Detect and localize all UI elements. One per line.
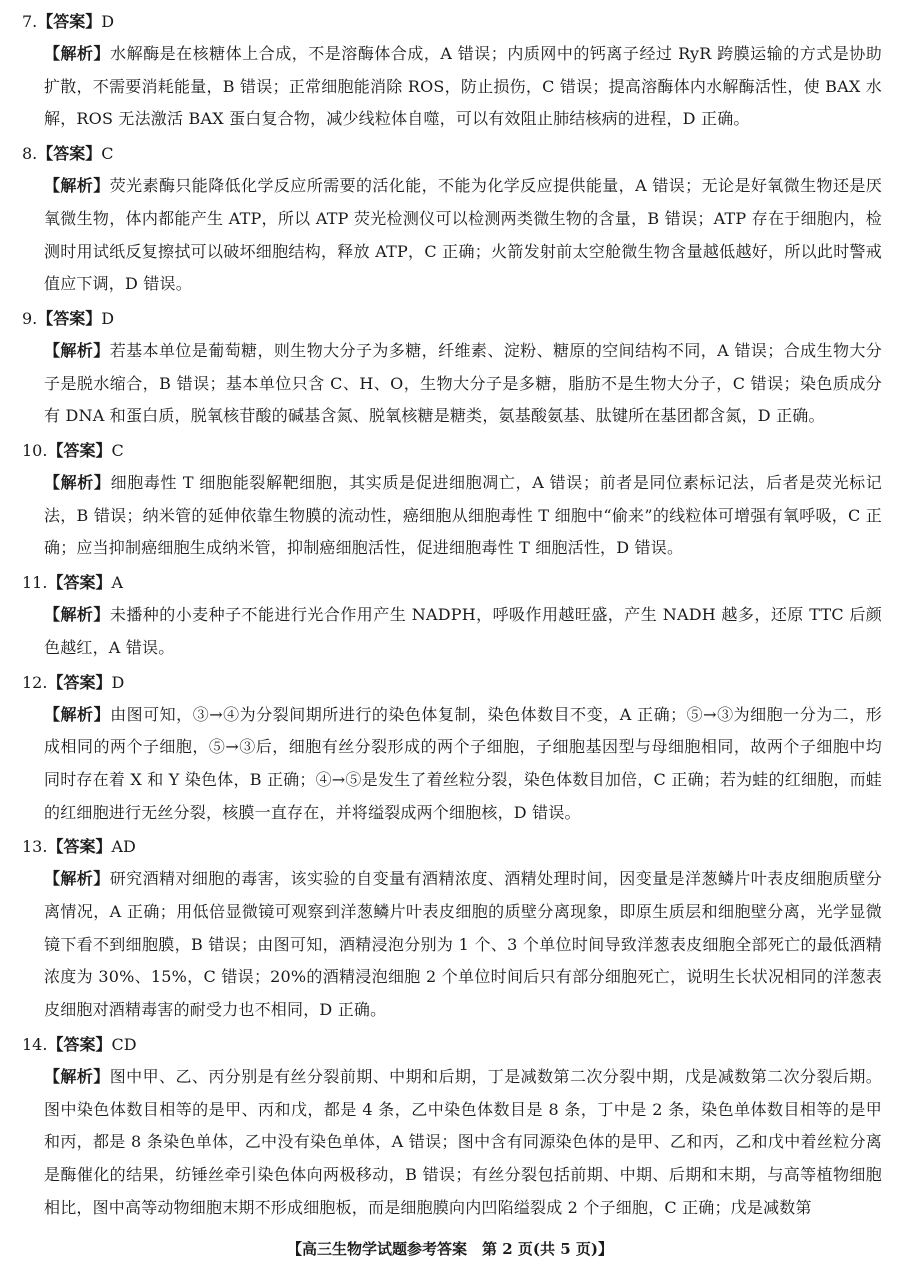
answer-value: D: [101, 12, 115, 31]
answer-label: 【答案】: [47, 837, 112, 857]
answer-line: [22, 437, 882, 465]
page-footer: 【高三生物学试题参考答案 第 2 页(共 5 页)】: [287, 1240, 613, 1258]
answer-value: A: [111, 573, 124, 593]
answer-label: 【答案】: [37, 308, 102, 328]
analysis-text: 研究酒精对细胞的毒害，该实验的自变量有酒精浓度、酒精处理时间，因变量是洋葱鳞片叶表皮细胞质壁分离情况，A 正确；用低倍显微镜可观察到洋葱鳞片叶表皮细胞的质壁分离现象，即原生质层和细胞壁分离，光学显微镜下看不到细胞膜，B 错误；由图可知，酒精浸泡分别为 1 个、3 个单位时间导致洋葱表皮细胞全部死亡的最低酒精浓度为 30%、15%，C 错误；20%的酒精浸泡细胞 2 个单位时间后只有部分细胞死亡，说明生长状况相同的洋葱表皮细胞对酒精毒害的耐受力也不相同，D 正确。: [44, 869, 882, 1020]
answer-label: 【答案】: [47, 1034, 112, 1054]
answer-value: C: [111, 441, 124, 461]
analysis-paragraph: [22, 170, 882, 301]
answer-line: [22, 569, 882, 597]
analysis-paragraph: [22, 38, 882, 136]
answer-line: [22, 1031, 882, 1059]
analysis-text: 未播种的小麦种子不能进行光合作用产生 NADPH，呼吸作用越旺盛，产生 NADH 越多，还原 TTC 后颜色越红，A 错误。: [44, 605, 882, 657]
question-number: 14.: [22, 1034, 48, 1054]
question-number: 11.: [22, 573, 48, 593]
question-number: 7.: [22, 12, 38, 31]
question-block: [22, 569, 882, 664]
answer-line: [22, 669, 882, 697]
question-number: 10.: [22, 441, 48, 461]
question-block: [22, 8, 882, 136]
analysis-text: 图中甲、乙、丙分别是有丝分裂前期、中期和后期，丁是减数第二次分裂中期，戊是减数第二次分裂后期。图中染色体数目相等的是甲、丙和戊，都是 4 条，乙中染色体数目是 8 条，丁中是 2 条，染色单体数目相等的是甲和丙，都是 8 条染色单体，乙中没有染色单体，A 错误；图中含有同源染色体的是甲、乙和丙，乙和戊中着丝粒分离是酶催化的结果，纺锤丝牵引染色体向两极移动，B 错误；有丝分裂包括前期、中期、后期和末期，与高等植物细胞相比，图中高等动物细胞末期不形成细胞板，而是细胞膜向内凹陷缢裂成 2 个子细胞，C 正确；戊是减数第: [44, 1066, 882, 1217]
question-block: [22, 669, 882, 830]
question-number: 9.: [22, 308, 38, 328]
answer-label: 【答案】: [47, 672, 112, 692]
answer-line: [22, 833, 882, 861]
answer-value: D: [101, 308, 115, 328]
analysis-paragraph: [22, 699, 882, 830]
question-number: 13.: [22, 837, 48, 857]
analysis-paragraph: [22, 467, 882, 565]
analysis-label: 【解析】: [44, 44, 111, 63]
analysis-label: 【解析】: [44, 176, 110, 196]
analysis-label: 【解析】: [44, 1066, 110, 1086]
answer-line: [22, 140, 882, 168]
question-number: 8.: [22, 144, 38, 164]
analysis-label: 【解析】: [44, 340, 110, 360]
question-block: [22, 437, 882, 565]
answer-line: [22, 8, 882, 36]
answer-value: D: [111, 672, 125, 692]
answer-label: 【答案】: [37, 12, 102, 31]
analysis-text: 水解酶是在核糖体上合成，不是溶酶体合成，A 错误；内质网中的钙离子经过 RyR 跨膜运输的方式是协助扩散，不需要消耗能量，B 错误；正常细胞能消除 ROS，防止损伤，C 错误；提高溶酶体内水解酶活性，使 BAX 水解，ROS 无法激活 BAX 蛋白复合物，减少线粒体自噬，可以有效阻止肺结核病的进程，D 正确。: [44, 44, 882, 129]
question-block: [22, 140, 882, 301]
question-block: [22, 833, 882, 1027]
analysis-text: 荧光素酶只能降低化学反应所需要的活化能，不能为化学反应提供能量，A 错误；无论是好氧微生物还是厌氧微生物，体内都能产生 ATP，所以 ATP 荧光检测仪可以检测两类微生物的含量，B 错误；ATP 存在于细胞内，检测时用试纸反复擦拭可以破坏细胞结构，释放 ATP，C 正确；火箭发射前太空舱微生物含量越低越好，所以此时警戒值应下调，D 错误。: [44, 176, 882, 294]
question-block: [22, 1031, 882, 1225]
analysis-label: 【解析】: [44, 473, 111, 493]
analysis-label: 【解析】: [44, 605, 110, 625]
analysis-label: 【解析】: [44, 869, 110, 889]
answer-label: 【答案】: [37, 144, 102, 164]
answer-value: C: [101, 144, 114, 164]
answer-value: CD: [111, 1034, 137, 1054]
analysis-text: 若基本单位是葡萄糖，则生物大分子为多糖，纤维素、淀粉、糖原的空间结构不同，A 错误；合成生物大分子是脱水缩合，B 错误；基本单位只含 C、H、O，生物大分子是多糖，脂肪不是生物大分子，C 错误；染色质成分有 DNA 和蛋白质，脱氧核苷酸的碱基含氮、脱氧核糖是糖类，氨基酸氨基、肽键所在基团都含氮，D 正确。: [44, 340, 882, 426]
analysis-text: 由图可知，③→④为分裂间期所进行的染色体复制，染色体数目不变，A 正确；⑤→③为细胞一分为二，形成相同的两个子细胞，⑤→③后，细胞有丝分裂形成的两个子细胞，子细胞基因型与母细胞相同，故两个子细胞中均同时存在着 X 和 Y 染色体，B 正确；④→⑤是发生了着丝粒分裂，染色体数目加倍，C 正确；若为蛙的红细胞，而蛙的红细胞进行无丝分裂，核膜一直存在，并将缢裂成两个细胞核，D 错误。: [44, 704, 882, 822]
question-number: 12.: [22, 672, 48, 692]
answer-label: 【答案】: [47, 441, 112, 461]
answer-value: AD: [111, 837, 136, 857]
analysis-paragraph: [22, 863, 882, 1027]
analysis-paragraph: [22, 335, 882, 433]
answer-label: 【答案】: [47, 573, 112, 593]
question-block: [22, 305, 882, 433]
answer-line: [22, 305, 882, 333]
analysis-paragraph: [22, 1061, 882, 1225]
analysis-label: 【解析】: [44, 704, 111, 724]
analysis-paragraph: [22, 599, 882, 664]
analysis-text: 细胞毒性 T 细胞能裂解靶细胞，其实质是促进细胞凋亡，A 错误；前者是同位素标记法，后者是荧光标记法，B 错误；纳米管的延伸依靠生物膜的流动性，癌细胞从细胞毒性 T 细胞中“偷来”的线粒体可增强有氧呼吸，C 正确；应当抑制癌细胞生成纳米管，抑制癌细胞活性，促进细胞毒性 T 细胞活性，D 错误。: [44, 473, 882, 558]
